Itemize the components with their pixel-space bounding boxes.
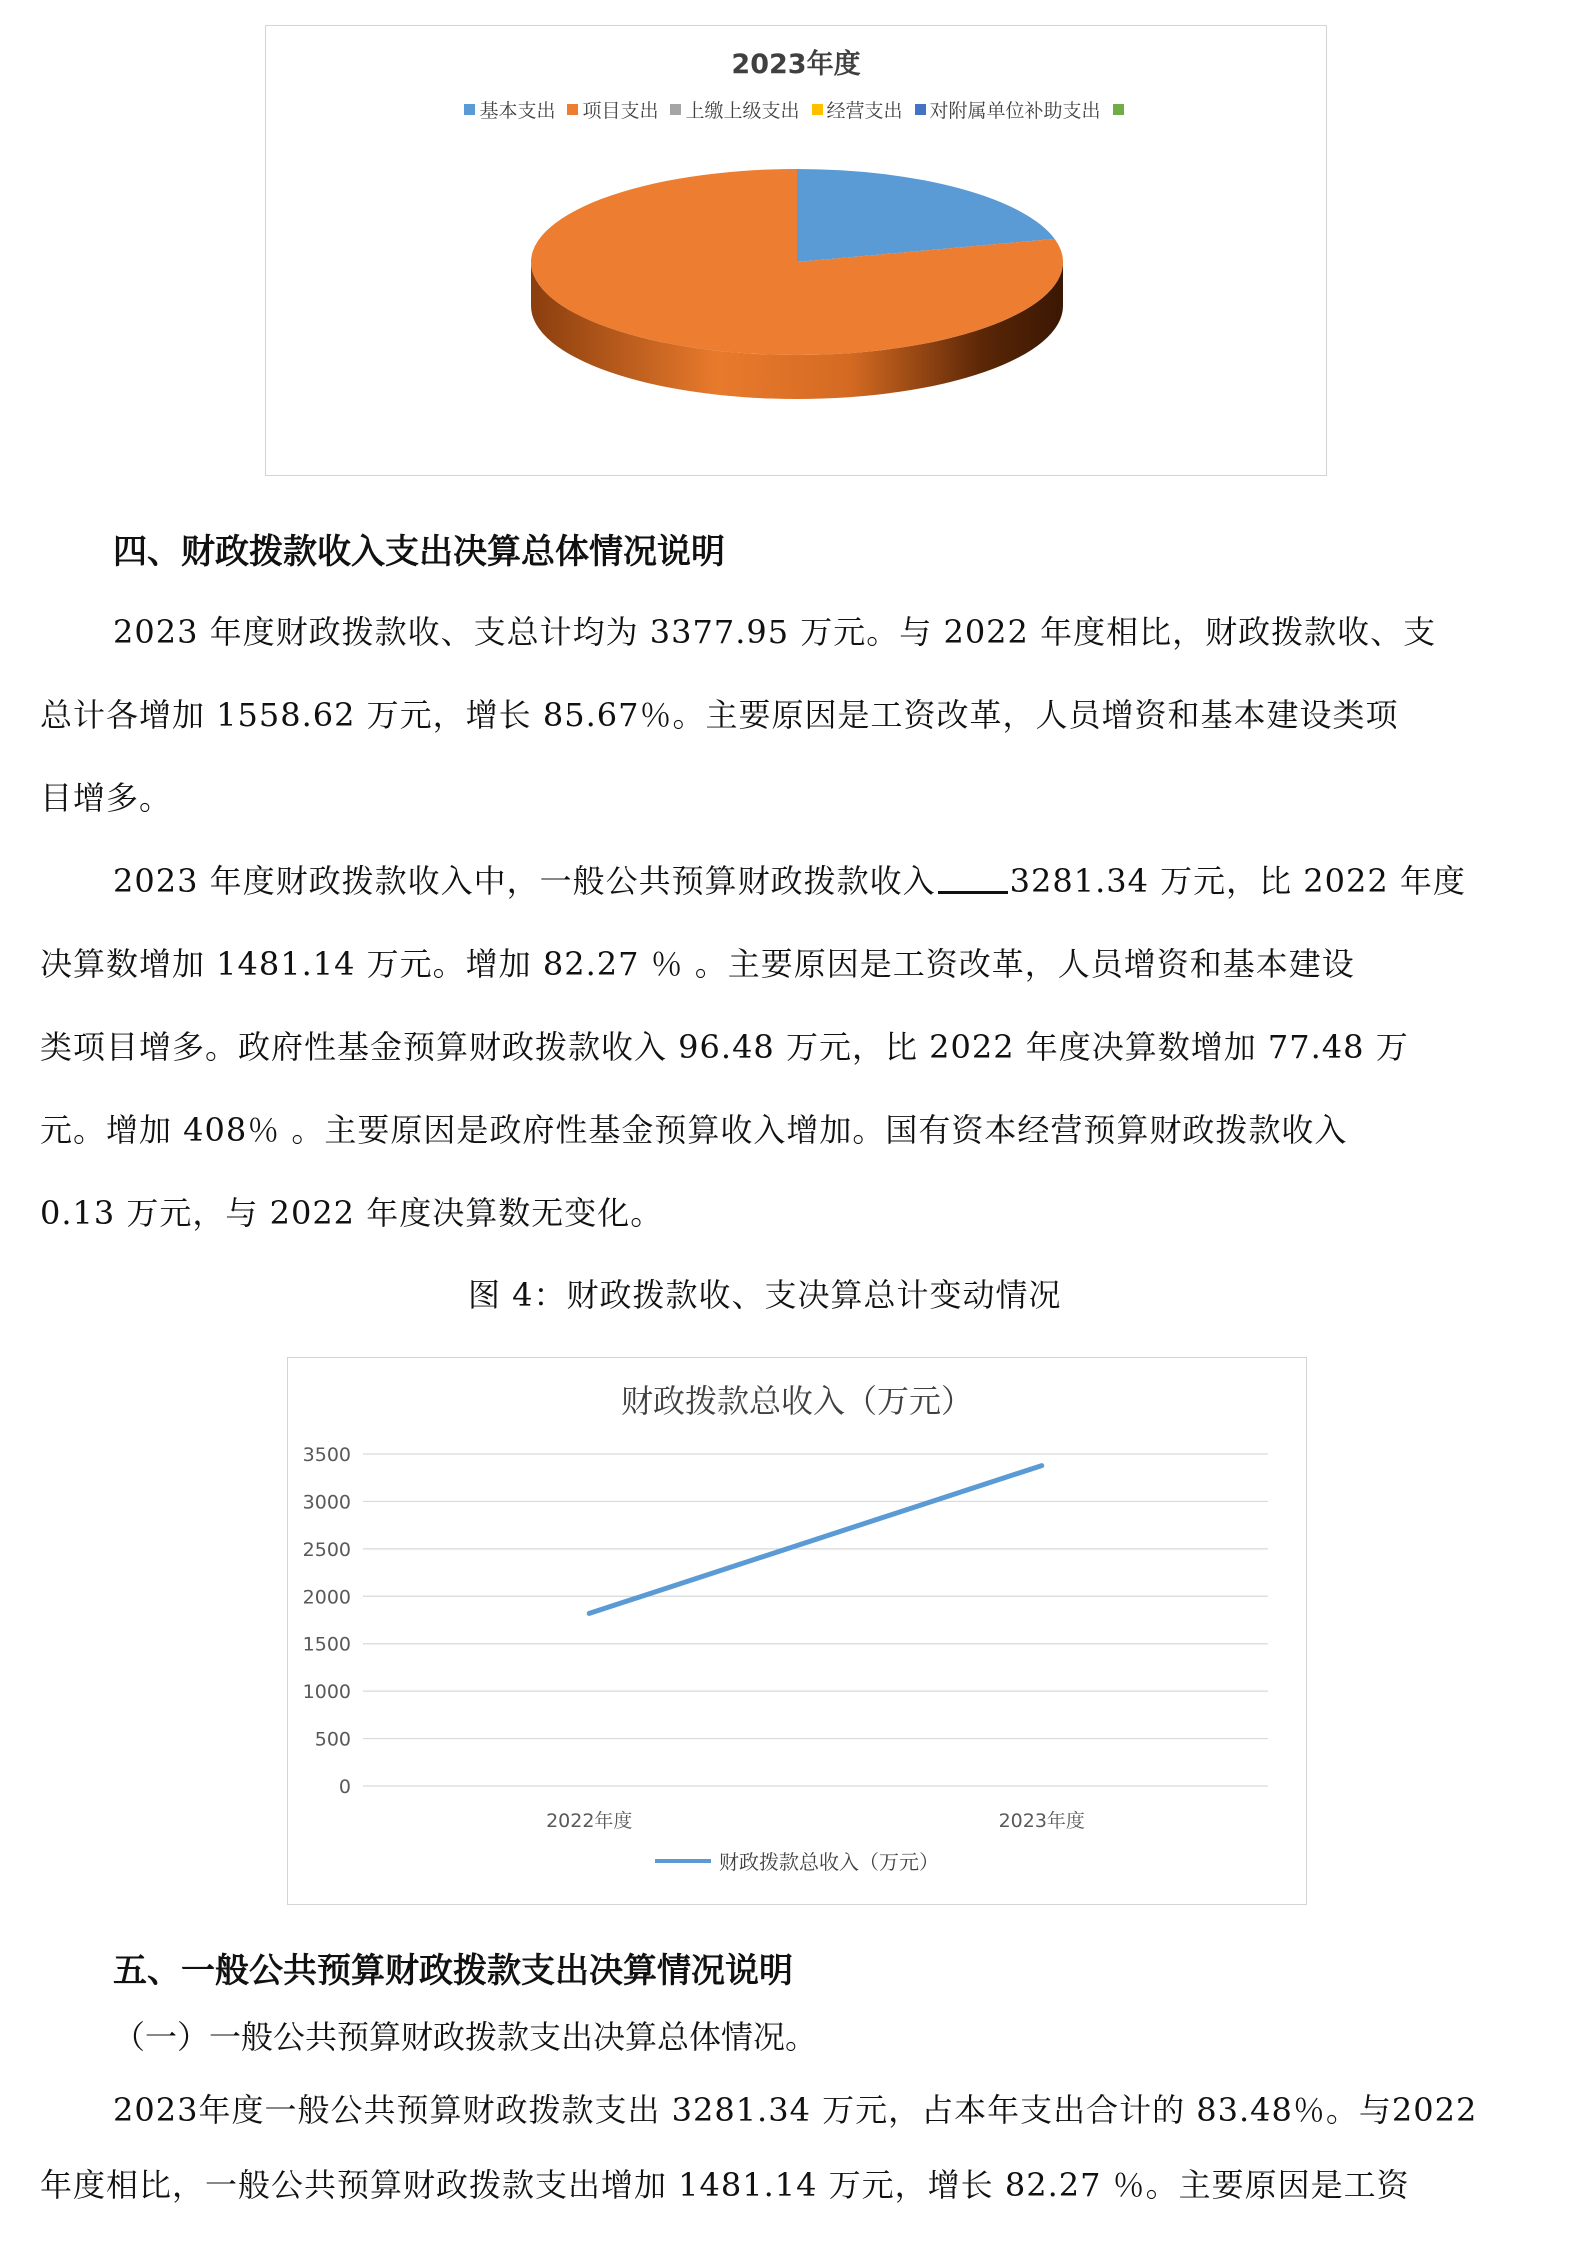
line-legend-label: 财政拨款总收入（万元）: [719, 1850, 939, 1874]
line-chart-svg: [288, 1358, 1308, 1906]
x-tick-label: 2023年度: [998, 1810, 1085, 1832]
section4-p2-line5: 0.13 万元，与 2022 年度决算数无变化。: [40, 1194, 664, 1232]
x-tick-label: 2022年度: [546, 1810, 633, 1832]
pie-legend-item-remit: 上缴上级支出: [670, 96, 799, 123]
y-tick-label: 3000: [302, 1491, 351, 1514]
y-tick-label: 1000: [302, 1681, 351, 1704]
figure-caption: 图 4：财政拨款收、支决算总计变动情况: [468, 1276, 1062, 1314]
line-chart-title: 财政拨款总收入（万元）: [620, 1382, 973, 1420]
legend-line-swatch: [655, 1859, 711, 1863]
section5-p1-line2: 年度相比，一般公共预算财政拨款支出增加 1481.14 万元，增长 82.27 ％。主要原因是工资: [40, 2166, 1410, 2204]
pie-chart-panel: [265, 25, 1327, 476]
section4-p1-line1: 2023 年度财政拨款收、支总计均为 3377.95 万元。与 2022 年度相比，财政拨款收、支: [113, 613, 1437, 651]
series-line: [589, 1466, 1042, 1614]
section4-p2-line2: 决算数增加 1481.14 万元。增加 82.27 ％ 。主要原因是工资改革，人员增资和基本建设: [40, 945, 1355, 983]
pie-chart-title: 2023年度: [731, 49, 861, 80]
y-tick-label: 2000: [302, 1586, 351, 1609]
y-tick-label: 500: [314, 1728, 351, 1751]
section5-subheading: （一）一般公共预算财政拨款支出决算总体情况。: [113, 2018, 818, 2056]
section4-p1-line2: 总计各增加 1558.62 万元，增长 85.67％。主要原因是工资改革，人员增资和基本建设类项: [40, 696, 1399, 734]
blank-underline: [938, 865, 1008, 894]
line-chart-legend: [288, 1846, 1306, 1875]
section5-heading: 五、一般公共预算财政拨款支出决算情况说明: [113, 1951, 793, 1991]
section4-p2-line4: 元。增加 408％ 。主要原因是政府性基金预算收入增加。国有资本经营预算财政拨款收入: [40, 1111, 1348, 1149]
section4-p2-line1: 2023 年度财政拨款收入中，一般公共预算财政拨款收入 3281.34 万元，比 2022 年度: [113, 862, 1466, 900]
section4-heading: 四、财政拨款收入支出决算总体情况说明: [113, 532, 725, 572]
pie-legend-item-project: 项目支出: [567, 96, 658, 123]
y-tick-label: 1500: [302, 1633, 351, 1656]
pie-chart-svg: [266, 26, 1328, 477]
section5-p1-line1: 2023年度一般公共预算财政拨款支出 3281.34 万元，占本年支出合计的 83.48％。与2022: [113, 2091, 1478, 2129]
pie-legend-item-subsidy: 对附属单位补助支出: [915, 96, 1101, 123]
pie-legend-item-basic: 基本支出: [464, 96, 555, 123]
pie-legend-item-operating: 经营支出: [812, 96, 903, 123]
y-tick-label: 3500: [302, 1444, 351, 1466]
y-tick-label: 0: [338, 1776, 351, 1798]
section4-p2-line3: 类项目增多。政府性基金预算财政拨款收入 96.48 万元，比 2022 年度决算数增加 77.48 万: [40, 1028, 1409, 1066]
section4-p1-line3: 目增多。: [40, 779, 173, 817]
y-tick-label: 2500: [302, 1538, 351, 1561]
line-chart-panel: [287, 1357, 1307, 1905]
